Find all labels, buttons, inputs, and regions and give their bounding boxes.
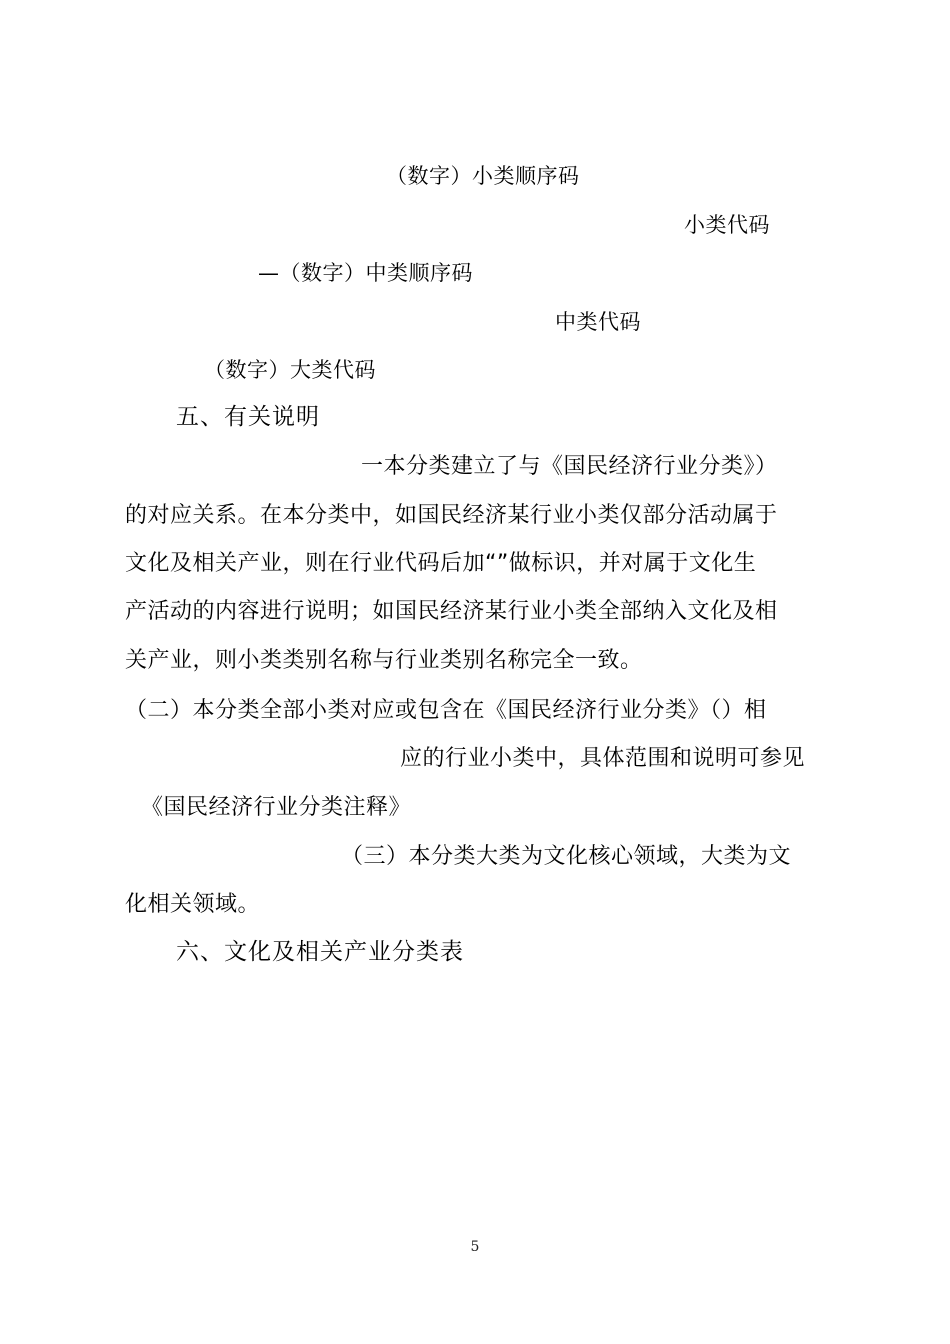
paragraph-1-line-2: 的对应关系。在本分类中，如国民经济某行业小类仅部分活动属于 [125,503,778,528]
paragraph-1-line-1: 一本分类建立了与《国民经济行业分类》） [361,454,778,479]
paragraph-1-line-5: 关产业，则小类类别名称与行业类别名称完全一致。 [125,648,643,673]
paragraph-2-line-2: 应的行业小类中，具体范围和说明可参见 [400,746,806,771]
paragraph-2-line-3: 《国民经济行业分类注释》 [141,795,412,820]
paragraph-1-line-4: 产活动的内容进行说明；如国民经济某行业小类全部纳入文化及相 [125,599,778,624]
section-5-heading: 五、有关说明 [176,404,320,430]
page-number: 5 [470,1239,480,1255]
paragraph-3-line-2: 化相关领域。 [125,892,261,917]
paragraph-1-line-3: 文化及相关产业，则在行业代码后加“”做标识，并对属于文化生 [125,551,757,576]
large-category-code-label: （数字）大类代码 [204,358,376,382]
medium-category-sequence-label: —（数字）中类顺序码 [258,261,473,285]
section-6-heading: 六、文化及相关产业分类表 [176,939,464,965]
small-category-sequence-label: （数字）小类顺序码 [386,164,580,188]
paragraph-3-line-1: （三）本分类大类为文化核心领域，大类为文 [341,844,792,869]
medium-category-code-label: 中类代码 [555,310,641,334]
small-category-code-label: 小类代码 [684,213,770,237]
paragraph-2-line-1: （二）本分类全部小类对应或包含在《国民经济行业分类》（）相 [125,698,767,723]
